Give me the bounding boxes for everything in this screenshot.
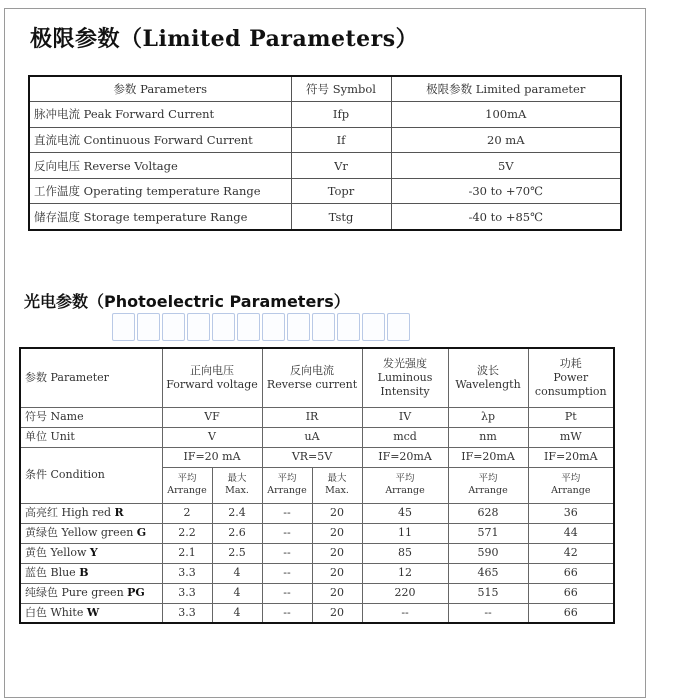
placeholder-box xyxy=(237,313,260,341)
limited-parameter-name: 反向电压 Reverse Voltage xyxy=(29,153,291,179)
limited-value: 100mA xyxy=(391,102,621,128)
value-vf-avg: 3.3 xyxy=(162,583,212,603)
led-color-label: 纯绿色 Pure green xyxy=(25,586,124,600)
value-wl: -- xyxy=(448,603,528,623)
iv-average-header: 平均 Arrange xyxy=(362,467,448,503)
led-color-label: 蓝色 Blue xyxy=(25,566,76,580)
value-ir-avg: -- xyxy=(262,543,312,563)
symbol-pt: Pt xyxy=(528,407,614,427)
led-color-name xyxy=(20,603,162,623)
value-iv: 85 xyxy=(362,543,448,563)
photo-row xyxy=(20,583,614,603)
limited-row xyxy=(29,127,621,153)
led-color-label: 黄色 Yellow xyxy=(25,546,87,560)
led-color-name xyxy=(20,563,162,583)
condition-wavelength: IF=20mA xyxy=(448,447,528,467)
limited-symbol: Ifp xyxy=(291,102,391,128)
value-wl: 571 xyxy=(448,523,528,543)
limited-row xyxy=(29,102,621,128)
ir-max-header: 最大 Max. xyxy=(312,467,362,503)
placeholder-box xyxy=(137,313,160,341)
led-color-code: PG xyxy=(127,586,145,600)
led-color-label: 高亮红 High red xyxy=(25,506,112,520)
limited-parameter-name: 工作温度 Operating temperature Range xyxy=(29,178,291,204)
unit-iv: mcd xyxy=(362,427,448,447)
pt-average-header: 平均 Arrange xyxy=(528,467,614,503)
limited-symbol: Topr xyxy=(291,178,391,204)
led-color-code: B xyxy=(79,566,89,580)
value-vf-avg: 3.3 xyxy=(162,563,212,583)
limited-value: -30 to +70℃ xyxy=(391,178,621,204)
value-wl: 628 xyxy=(448,503,528,523)
placeholder-box xyxy=(212,313,235,341)
value-vf-max: 4 xyxy=(212,583,262,603)
value-ir-avg: -- xyxy=(262,523,312,543)
placeholder-box xyxy=(287,313,310,341)
value-pt: 42 xyxy=(528,543,614,563)
symbol-row xyxy=(20,407,614,427)
placeholder-box xyxy=(337,313,360,341)
wavelength-average-header: 平均 Arrange xyxy=(448,467,528,503)
condition-row xyxy=(20,447,614,467)
led-color-code: R xyxy=(114,506,124,520)
value-vf-avg: 2.2 xyxy=(162,523,212,543)
photo-row xyxy=(20,563,614,583)
symbol-vf: VF xyxy=(162,407,262,427)
ir-average-header: 平均 Arrange xyxy=(262,467,312,503)
unit-label: 单位 Unit xyxy=(20,427,162,447)
placeholder-box xyxy=(112,313,135,341)
limited-row xyxy=(29,178,621,204)
value-vf-max: 4 xyxy=(212,563,262,583)
limited-symbol: Vr xyxy=(291,153,391,179)
limited-parameters-table xyxy=(28,75,622,231)
symbol-iv: IV xyxy=(362,407,448,427)
value-iv: 12 xyxy=(362,563,448,583)
unit-row xyxy=(20,427,614,447)
led-color-name xyxy=(20,583,162,603)
value-ir-max: 20 xyxy=(312,603,362,623)
value-vf-max: 4 xyxy=(212,603,262,623)
value-vf-avg: 2.1 xyxy=(162,543,212,563)
header-power-consumption: 功耗 Power consumption xyxy=(528,348,614,407)
condition-vf: IF=20 mA xyxy=(162,447,262,467)
header-parameters: 参数 Parameters xyxy=(29,76,291,102)
limited-value: -40 to +85℃ xyxy=(391,204,621,230)
limited-parameter-name: 储存温度 Storage temperature Range xyxy=(29,204,291,230)
placeholder-box xyxy=(387,313,410,341)
value-ir-avg: -- xyxy=(262,603,312,623)
value-wl: 465 xyxy=(448,563,528,583)
value-pt: 36 xyxy=(528,503,614,523)
limited-row xyxy=(29,204,621,230)
value-ir-max: 20 xyxy=(312,583,362,603)
photoelectric-parameters-title: 光电参数（Photoelectric Parameters） xyxy=(24,292,350,311)
value-vf-max: 2.6 xyxy=(212,523,262,543)
value-iv: 220 xyxy=(362,583,448,603)
header-luminous-intensity: 发光强度 Luminous Intensity xyxy=(362,348,448,407)
vf-average-header: 平均 Arrange xyxy=(162,467,212,503)
unit-wavelength: nm xyxy=(448,427,528,447)
value-wl: 515 xyxy=(448,583,528,603)
condition-label: 条件 Condition xyxy=(20,447,162,503)
placeholder-boxes xyxy=(112,313,410,343)
led-color-name xyxy=(20,523,162,543)
value-pt: 66 xyxy=(528,583,614,603)
header-limited-parameter: 极限参数 Limited parameter xyxy=(391,76,621,102)
limited-value: 20 mA xyxy=(391,127,621,153)
value-ir-avg: -- xyxy=(262,583,312,603)
placeholder-box xyxy=(162,313,185,341)
value-ir-max: 20 xyxy=(312,543,362,563)
photo-row xyxy=(20,603,614,623)
unit-ir: uA xyxy=(262,427,362,447)
header-parameter: 参数 Parameter xyxy=(20,348,162,407)
placeholder-box xyxy=(362,313,385,341)
value-vf-avg: 3.3 xyxy=(162,603,212,623)
placeholder-box xyxy=(187,313,210,341)
condition-iv: IF=20mA xyxy=(362,447,448,467)
led-color-code: W xyxy=(86,605,100,619)
led-color-name xyxy=(20,503,162,523)
led-color-label: 白色 White xyxy=(25,605,84,619)
photo-row xyxy=(20,543,614,563)
led-color-code: Y xyxy=(89,546,98,560)
limited-value: 5V xyxy=(391,153,621,179)
value-vf-max: 2.4 xyxy=(212,503,262,523)
symbol-label: 符号 Name xyxy=(20,407,162,427)
symbol-wavelength: λp xyxy=(448,407,528,427)
photo-header-row xyxy=(20,348,614,407)
value-pt: 66 xyxy=(528,603,614,623)
value-pt: 44 xyxy=(528,523,614,543)
led-color-code: G xyxy=(136,526,147,540)
condition-ir: VR=5V xyxy=(262,447,362,467)
placeholder-box xyxy=(262,313,285,341)
value-iv: 11 xyxy=(362,523,448,543)
limited-header-row xyxy=(29,76,621,102)
condition-pt: IF=20mA xyxy=(528,447,614,467)
limited-parameters-title: 极限参数（Limited Parameters） xyxy=(30,26,419,52)
symbol-ir: IR xyxy=(262,407,362,427)
limited-row xyxy=(29,153,621,179)
header-reverse-current: 反向电流 Reverse current xyxy=(262,348,362,407)
led-color-name xyxy=(20,543,162,563)
unit-pt: mW xyxy=(528,427,614,447)
vf-max-header: 最大 Max. xyxy=(212,467,262,503)
value-ir-max: 20 xyxy=(312,503,362,523)
value-ir-max: 20 xyxy=(312,523,362,543)
header-symbol: 符号 Symbol xyxy=(291,76,391,102)
value-vf-avg: 2 xyxy=(162,503,212,523)
unit-vf: V xyxy=(162,427,262,447)
photoelectric-parameters-table xyxy=(19,347,615,624)
photo-row xyxy=(20,503,614,523)
value-iv: 45 xyxy=(362,503,448,523)
photo-row xyxy=(20,523,614,543)
header-forward-voltage: 正向电压 Forward voltage xyxy=(162,348,262,407)
led-color-label: 黄绿色 Yellow green xyxy=(25,526,134,540)
placeholder-box xyxy=(312,313,335,341)
value-ir-max: 20 xyxy=(312,563,362,583)
value-vf-max: 2.5 xyxy=(212,543,262,563)
header-wavelength: 波长 Wavelength xyxy=(448,348,528,407)
value-iv: -- xyxy=(362,603,448,623)
value-ir-avg: -- xyxy=(262,563,312,583)
limited-parameter-name: 直流电流 Continuous Forward Current xyxy=(29,127,291,153)
value-pt: 66 xyxy=(528,563,614,583)
value-wl: 590 xyxy=(448,543,528,563)
limited-parameter-name: 脉冲电流 Peak Forward Current xyxy=(29,102,291,128)
limited-symbol: Tstg xyxy=(291,204,391,230)
limited-symbol: If xyxy=(291,127,391,153)
value-ir-avg: -- xyxy=(262,503,312,523)
